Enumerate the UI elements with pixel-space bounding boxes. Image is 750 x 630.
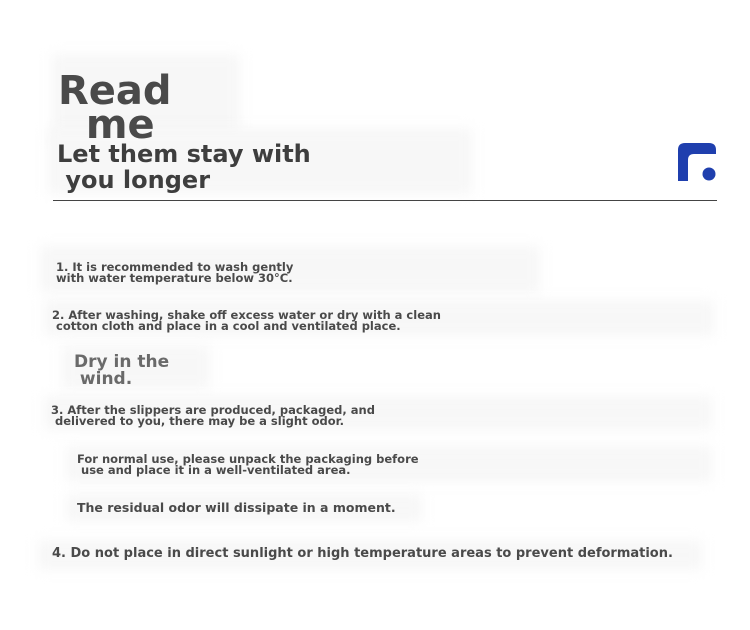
brand-logo-icon — [678, 143, 716, 181]
instruction-item-1: 1. It is recommended to wash gently with water temperature below 30°C. — [56, 260, 294, 285]
instruction-item-3: 3. After the slippers are produced, packaged, and delivered to you, there may be a slight odor. — [51, 403, 375, 428]
instruction-item-3-note-1: For normal use, please unpack the packaging before use and place it in a well-ventilated area. — [77, 452, 419, 477]
instruction-item-4: 4. Do not place in direct sunlight or high temperature areas to prevent deformation. — [52, 546, 673, 561]
instruction-item-3-note-2: The residual odor will dissipate in a moment. — [77, 500, 396, 515]
page-title: Read me — [58, 68, 172, 148]
dry-in-wind-note: Dry in the wind. — [74, 352, 170, 389]
header-divider — [53, 200, 717, 201]
instruction-item-2: 2. After washing, shake off excess water or dry with a clean cotton cloth and place in a cool and ventilated place. — [52, 308, 441, 333]
page-subtitle: Let them stay with you longer — [57, 140, 311, 194]
